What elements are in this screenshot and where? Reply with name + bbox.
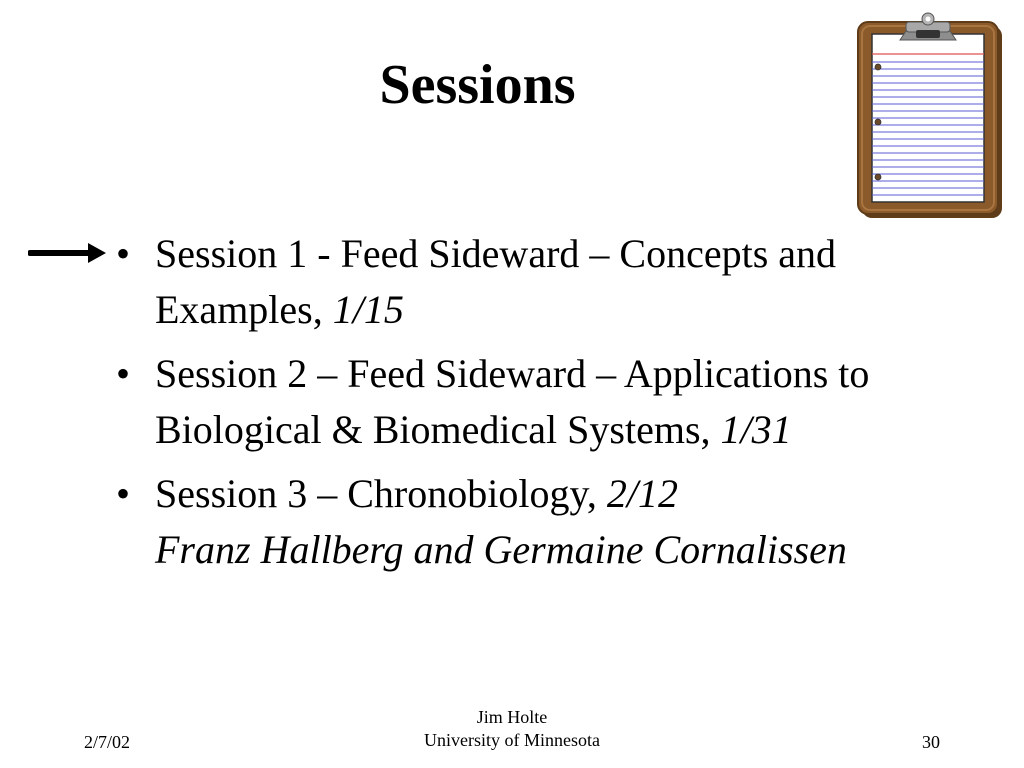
arrow-right-icon: [28, 238, 108, 268]
page-number: 30: [922, 732, 940, 752]
session-date: 1/15: [332, 287, 404, 332]
session-list: [110, 226, 960, 586]
footer-credits: [350, 706, 674, 752]
list-item: [110, 226, 960, 338]
session-date: 1/31: [720, 407, 792, 452]
bullet-icon: •: [116, 471, 131, 516]
slide-title: Sessions: [379, 54, 576, 116]
list-item: [110, 466, 960, 578]
footer-institution: University of Minnesota: [424, 730, 600, 750]
clipboard-icon: [856, 10, 1004, 220]
list-item: [110, 346, 960, 458]
session-speakers: Franz Hallberg and Germaine Cornalissen: [155, 527, 847, 572]
session-text: Session 3 – Chronobiology,: [155, 471, 607, 516]
session-text: Session 2 – Feed Sideward – Applications to Biological & Biomedical Systems,: [155, 351, 870, 452]
footer-author: Jim Holte: [476, 707, 548, 727]
bullet-icon: •: [116, 231, 131, 276]
footer-date: 2/7/02: [84, 732, 131, 752]
session-text: Session 1 - Feed Sideward – Concepts and Examples,: [155, 231, 837, 332]
session-date: 2/12: [606, 471, 678, 516]
bullet-icon: •: [116, 351, 131, 396]
